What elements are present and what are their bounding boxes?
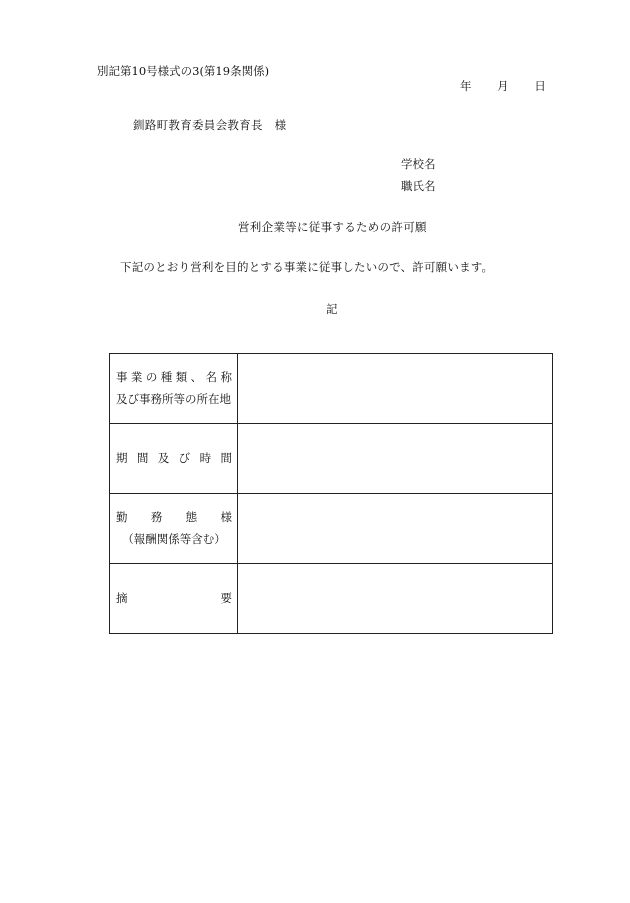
- document-title: 営利企業等に従事するための許可願: [238, 220, 427, 234]
- business-label-line2: 及び事務所等の所在地: [116, 391, 231, 406]
- work-style-label-cell: [110, 494, 238, 564]
- work-style-label-line2: （報酬関係等含む）: [122, 531, 226, 546]
- summary-value-cell[interactable]: [238, 564, 553, 634]
- business-label-cell: [110, 354, 238, 424]
- request-text: 下記のとおり営利を目的とする事業に従事したいので、許可願います。: [120, 260, 494, 274]
- period-label: 期 間 及 び 時 間: [116, 450, 232, 465]
- school-name-label: 学校名: [401, 157, 436, 171]
- work-style-value-cell[interactable]: [238, 494, 553, 564]
- summary-label-cell: [110, 564, 238, 634]
- table-row: [110, 494, 553, 564]
- addressee: 釧路町教育委員会教育長 様: [133, 118, 287, 132]
- period-label-cell: [110, 424, 238, 494]
- date-month-label: 月: [497, 79, 509, 93]
- detail-table: [109, 353, 553, 634]
- business-label-line1: 事 業 の 種 類 、 名 称: [116, 369, 232, 384]
- table-row: [110, 424, 553, 494]
- ki-heading: 記: [326, 302, 338, 316]
- date-line: [460, 81, 546, 93]
- form-number: 別記第10号様式の3(第19条関係): [97, 64, 270, 78]
- summary-label: 摘 要: [116, 590, 232, 605]
- date-day-label: 日: [534, 79, 546, 93]
- period-value-cell[interactable]: [238, 424, 553, 494]
- work-style-label-line1: 勤 務 態 様: [116, 509, 232, 524]
- table-row: [110, 564, 553, 634]
- date-year-label: 年: [460, 79, 472, 93]
- staff-name-label: 職氏名: [401, 179, 436, 193]
- table-row: [110, 354, 553, 424]
- business-value-cell[interactable]: [238, 354, 553, 424]
